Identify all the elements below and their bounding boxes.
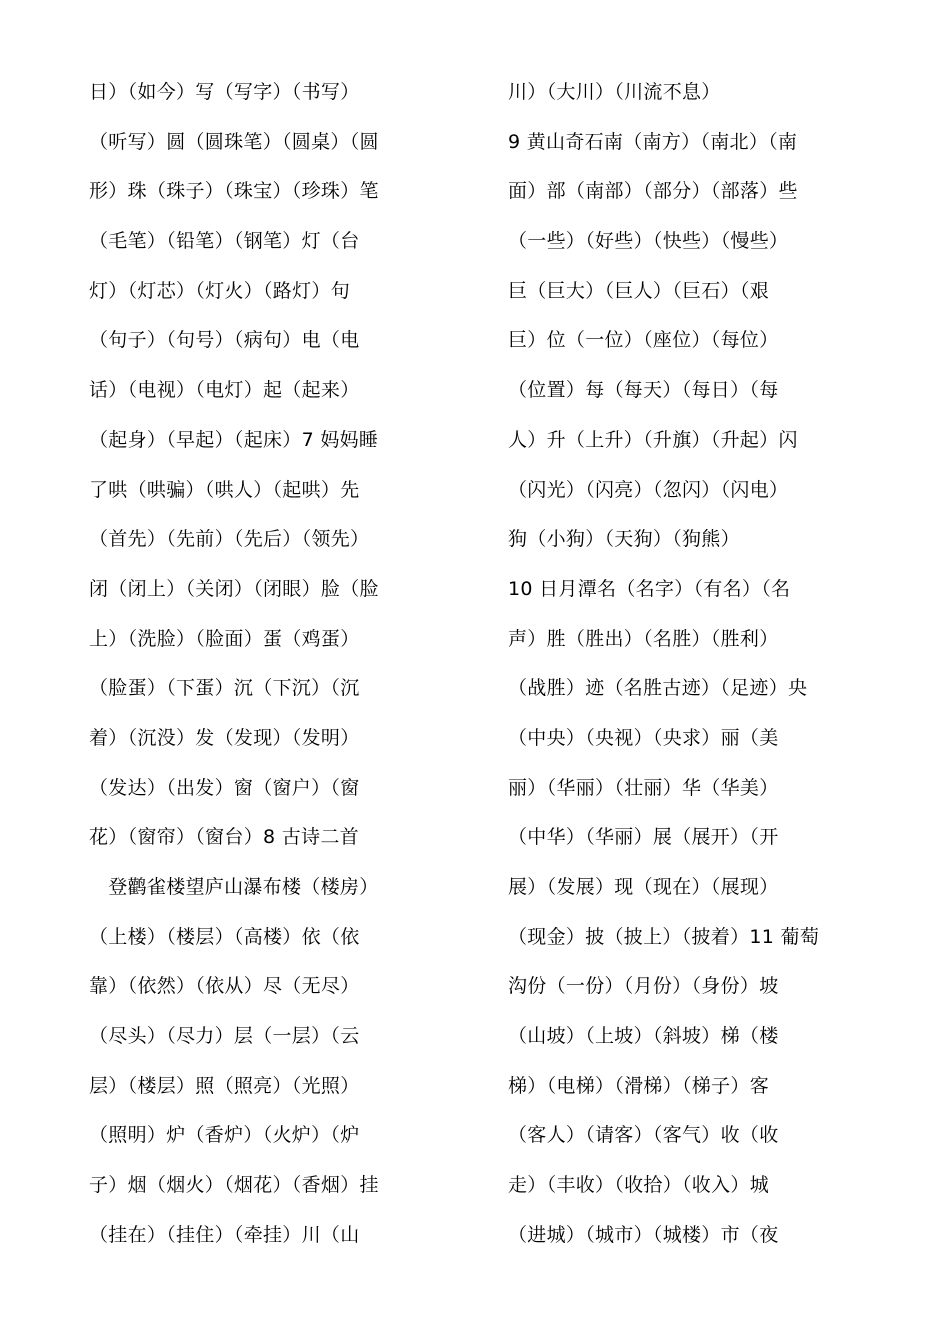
text-line: （句子）（句号）（病句）电（电 [89,329,360,352]
text-line: 10 日月潭名（名字）（有名）（名 [508,577,791,600]
text-line: （现金）披（披上）（披着）11 葡萄 [508,925,820,948]
text-line: 川）（大川）（川流不息） [508,81,721,103]
text-line: 沟份（一份）（月份）（身份）坡 [508,975,779,998]
text-line: 人）升（上升）（升旗）（升起）闪 [508,428,798,451]
text-line: （挂在）（挂住）（牵挂）川（山 [89,1223,360,1246]
text-line: 9 黄山奇石南（南方）（南北）（南 [508,130,798,153]
text-line: （山坡）（上坡）（斜坡）梯（楼 [508,1025,779,1048]
text-line: 巨）位（一位）（座位）（每位） [508,329,779,352]
text-line: 梯）（电梯）（滑梯）（梯子）客 [508,1074,770,1097]
text-line: 面）部（南部）（部分）（部落）些 [508,180,798,203]
text-line: 形）珠（珠子）（珠宝）（珍珠）笔 [89,180,379,203]
text-line: 着）（沉没）发（发现）（发明） [89,726,360,749]
text-line: 展）（发展）现（现在）（展现） [508,876,779,898]
text-line: 靠）（依然）（依从）尽（无尽） [89,975,360,998]
text-line: （上楼）（楼层）（高楼）依（依 [89,925,360,948]
text-line: （一些）（好些）（快些）（慢些） [508,230,789,253]
text-line: 层）（楼层）照（照亮）（光照） [89,1074,360,1097]
text-line: 走）（丰收）（收拾）（收入）城 [508,1174,770,1197]
text-line: （战胜）迹（名胜古迹）（足迹）央 [508,677,808,700]
text-line: 了哄（哄骗）（哄人）（起哄）先 [89,478,360,501]
text-line: （中央）（央视）（央求）丽（美 [508,726,779,749]
text-line: 狗（小狗）（天狗）（狗熊） [508,528,740,551]
text-line: （首先）（先前）（先后）（领先） [89,528,370,551]
text-line: 花）（窗帘）（窗台）8 古诗二首 [89,826,359,849]
text-line: 话）（电视）（电灯）起（起来） [89,379,360,402]
text-line: 日）（如今）写（写字）（书写） [89,81,360,103]
text-line: （发达）（出发）窗（窗户）（窗 [89,776,360,799]
text-line: （照明）炉（香炉）（火炉）（炉 [89,1124,360,1147]
text-line: （听写）圆（圆珠笔）（圆桌）（圆 [89,130,379,153]
text-line: 上）（洗脸）（脸面）蛋（鸡蛋） [89,627,360,650]
text-line: （尽头）（尽力）层（一层）（云 [89,1025,360,1048]
text-line: （中华）（华丽）展（展开）（开 [508,826,779,849]
text-line: （起身）（早起）（起床）7 妈妈睡 [89,428,379,451]
text-line: 灯）（灯芯）（灯火）（路灯）句 [89,279,351,302]
text-line: （闪光）（闪亮）（忽闪）（闪电） [508,478,789,501]
text-line: （客人）（请客）（客气）收（收 [508,1124,779,1147]
text-line: 巨（巨大）（巨人）（巨石）（艰 [508,279,770,302]
text-line: 声）胜（胜出）（名胜）（胜利） [508,627,779,650]
text-line: 闭（闭上）（关闭）（闭眼）脸（脸 [89,577,379,600]
text-line: （脸蛋）（下蛋）沉（下沉）（沉 [89,677,360,700]
text-line: 子）烟（烟火）（烟花）（香烟）挂 [89,1174,379,1197]
text-line: （位置）每（每天）（每日）（每 [508,379,779,402]
right-text-column [508,68,848,1261]
text-line: （进城）（城市）（城楼）市（夜 [508,1223,779,1246]
text-line: 登鹳雀楼望庐山瀑布楼（楼房） [89,876,379,898]
text-line: （毛笔）（铅笔）（钢笔）灯（台 [89,230,360,253]
text-line: 丽）（华丽）（壮丽）华（华美） [508,776,779,799]
left-text-column [89,68,429,1261]
